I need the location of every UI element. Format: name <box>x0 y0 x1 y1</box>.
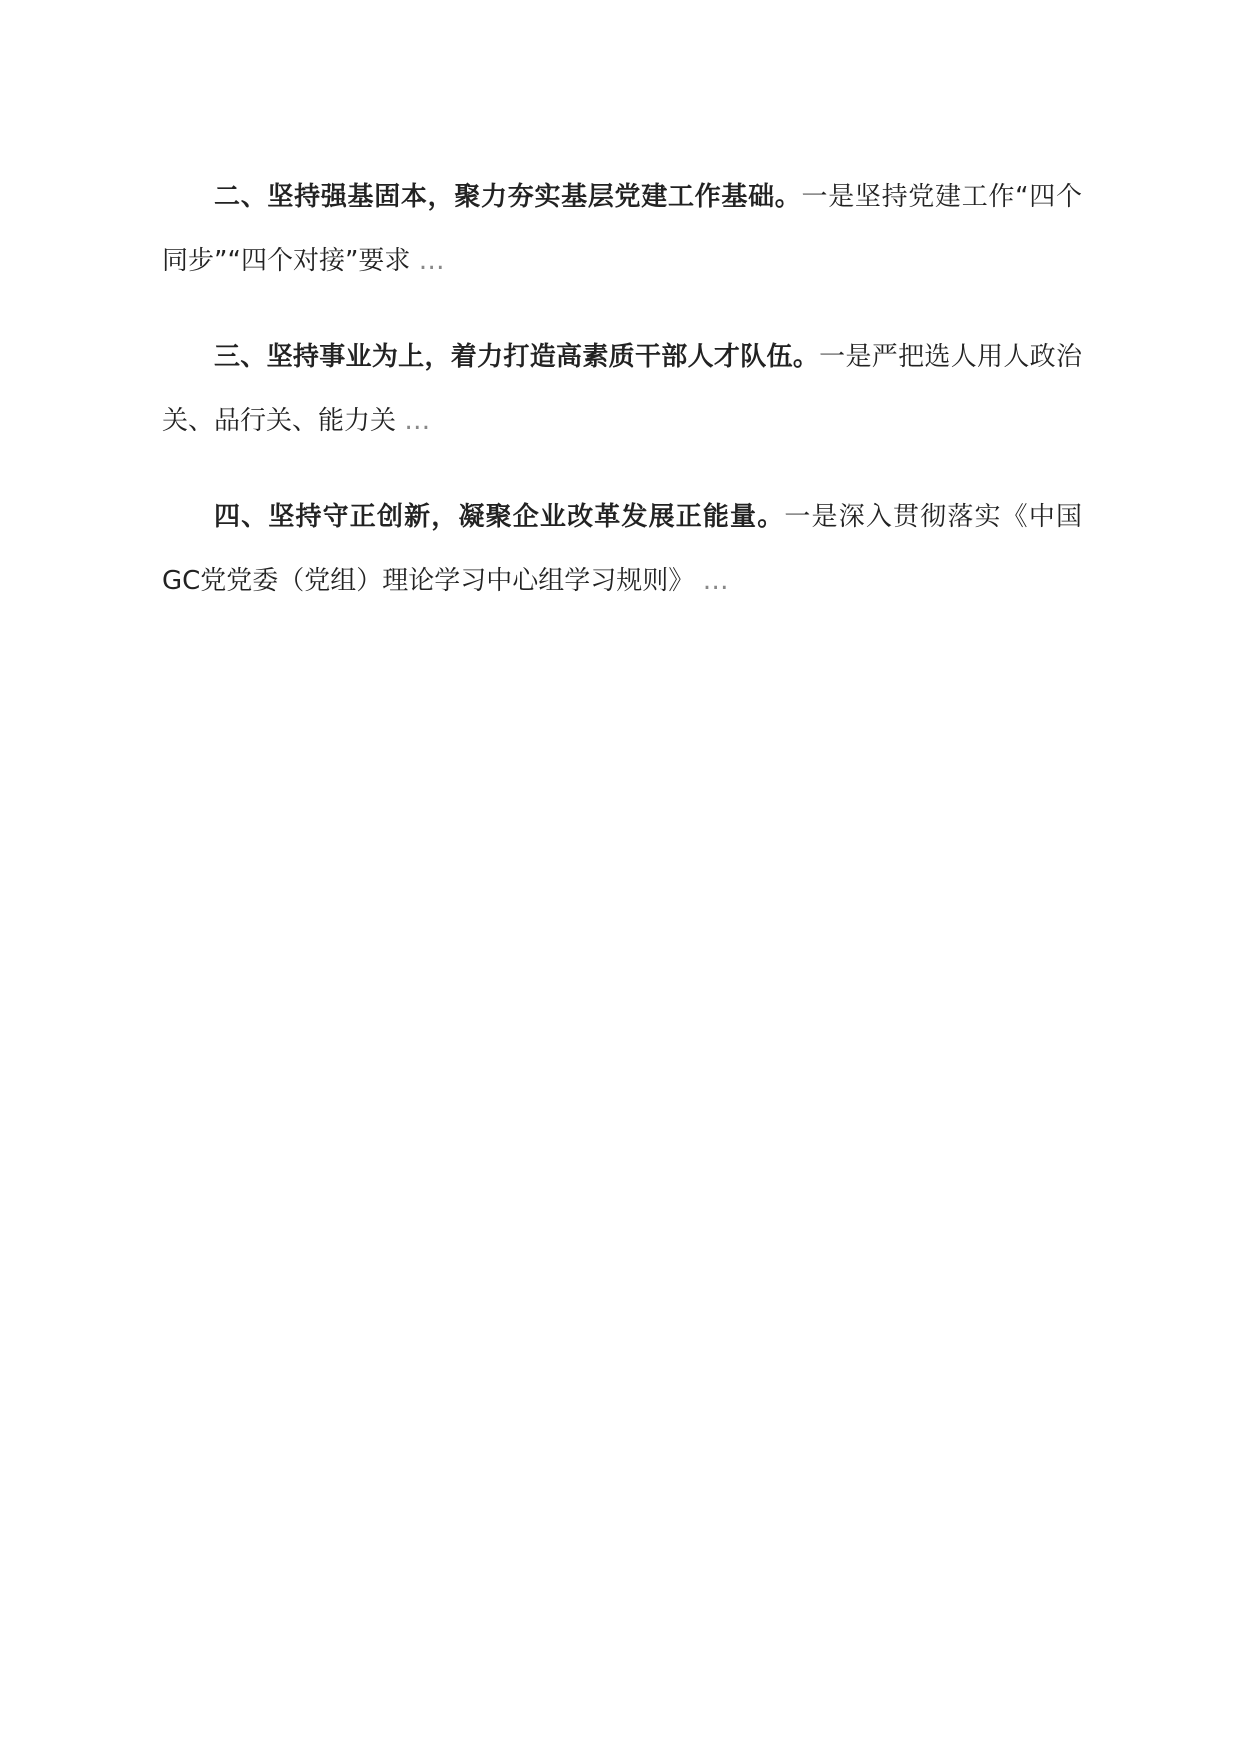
section-4-excerpt: 一是深入贯彻落实《中国GC党党委（党组）理论学习中心组学习规则》 <box>162 502 1082 596</box>
section-3-paragraph <box>162 325 1082 453</box>
section-4-paragraph <box>162 485 1082 613</box>
section-3-excerpt: 一是严把选人用人政治关、品行关、能力关 <box>162 342 1082 436</box>
section-2-excerpt: 一是坚持党建工作“四个同步”“四个对接”要求 <box>162 182 1082 276</box>
section-3-omitted-marker: … <box>396 406 431 436</box>
section-3-heading: 三、坚持事业为上，着力打造高素质干部人才队伍。 <box>214 342 820 372</box>
section-4-heading: 四、坚持守正创新，凝聚企业改革发展正能量。 <box>214 502 785 532</box>
section-4-omitted-marker: … <box>694 566 729 596</box>
document-page <box>162 165 1082 645</box>
section-2-omitted-marker: … <box>410 246 445 276</box>
section-2-paragraph <box>162 165 1082 293</box>
section-2-heading: 二、坚持强基固本，聚力夯实基层党建工作基础。 <box>214 182 802 212</box>
